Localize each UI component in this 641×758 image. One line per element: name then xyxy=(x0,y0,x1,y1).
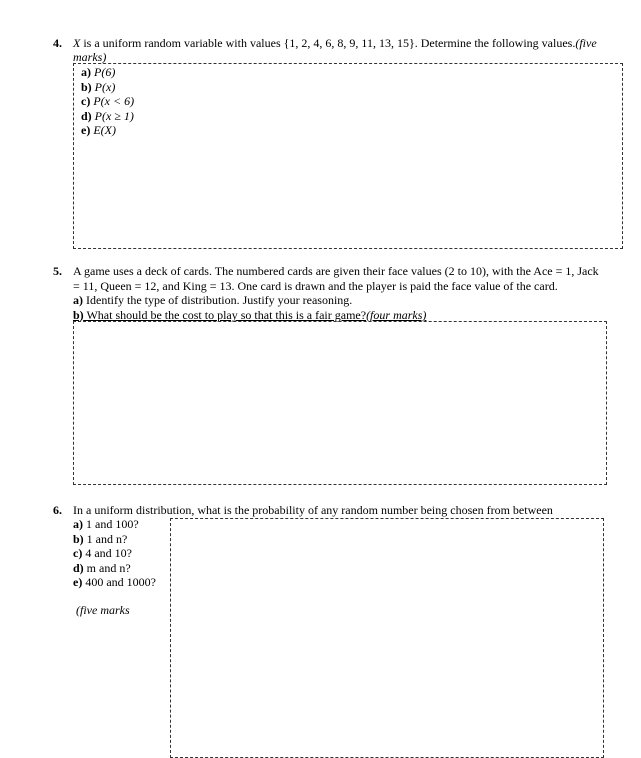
q6-part-b: b) 1 and n? xyxy=(73,531,128,546)
q6-prompt: In a uniform distribution, what is the probability of any random number being chosen from between xyxy=(73,503,553,517)
q4-part-d: d) P(x ≥ 1) xyxy=(81,108,134,123)
q4-prompt xyxy=(73,36,633,51)
q4-part-a: a) P(6) xyxy=(81,65,116,79)
q4-part-c: c) P(x < 6) xyxy=(81,94,135,108)
q6-number: 6. xyxy=(53,503,62,517)
q4-number: 4. xyxy=(53,36,62,50)
q5-line-1: A game uses a deck of cards. The numbered cards are given their face values (2 to 10), with the Ace = 1, Jack xyxy=(73,264,599,278)
q4-marks-start: (five xyxy=(575,36,597,50)
q4-marks-end: marks) xyxy=(73,50,107,64)
q4-part-b: b) P(x) xyxy=(81,79,116,94)
q6-part-a: a) 1 and 100? xyxy=(73,517,139,531)
q5-marks: (four marks) xyxy=(366,308,427,322)
q6-part-d: d) m and n? xyxy=(73,560,131,575)
q4-parts xyxy=(81,65,134,138)
q6-parts xyxy=(73,517,156,590)
q5-part-b: b) What should be the cost to play so that this is a fair game?(four marks) xyxy=(73,308,427,322)
q4-text: is a uniform random variable with values {1, 2, 4, 6, 8, 9, 11, 13, 15}. Determine the following values. xyxy=(80,36,576,50)
q6-part-e: e) 400 and 1000? xyxy=(73,575,156,589)
q6-answer-box[interactable] xyxy=(170,518,604,758)
q5-number: 5. xyxy=(53,264,62,278)
q6-marks: (five marks xyxy=(76,603,130,617)
q4-answer-box[interactable] xyxy=(73,63,623,249)
q5-answer-box[interactable] xyxy=(73,321,607,485)
q4-part-e: e) E(X) xyxy=(81,123,116,137)
q4-variable: X xyxy=(73,36,81,50)
q6-part-c: c) 4 and 10? xyxy=(73,546,132,560)
q5-part-a: a) Identify the type of distribution. Justify your reasoning. xyxy=(73,293,353,307)
q5-line-2: = 11, Queen = 12, and King = 13. One card is drawn and the player is paid the face value of the card. xyxy=(73,279,558,293)
